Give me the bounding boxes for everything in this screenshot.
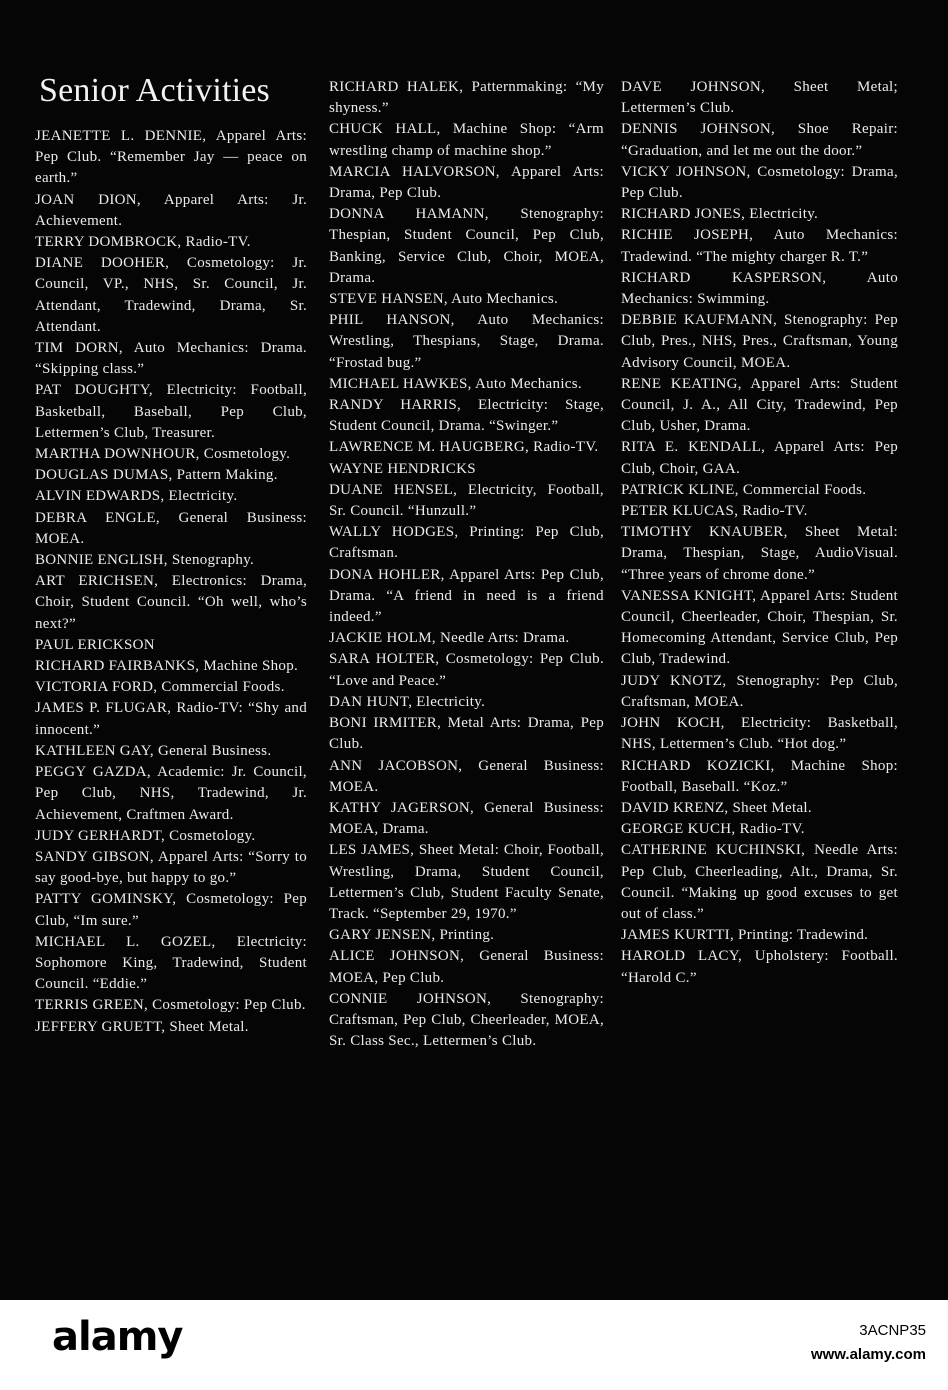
senior-entry: STEVE HANSEN, Auto Mechanics. [329, 291, 559, 308]
senior-entry: HAROLD LACY, Upholstery: Football. “Harold C.” [621, 948, 898, 986]
senior-entry: JOHN KOCH, Electricity: Basketball, NHS, Lettermen’s Club. “Hot dog.” [621, 715, 898, 753]
senior-entry: JUDY KNOTZ, Stenography: Pep Club, Craftsman, MOEA. [621, 672, 898, 710]
senior-entry: VICKY JOHNSON, Cosmetology: Drama, Pep Club. [621, 163, 898, 202]
senior-entry: JAMES KURTTI, Printing: Tradewind. [621, 927, 869, 944]
senior-entry: BONI IRMITER, Metal Arts: Drama, Pep Club. [329, 715, 604, 753]
senior-entry: RICHARD KASPERSON, Auto Mechanics: Swimming. [621, 269, 898, 308]
senior-entry: SARA HOLTER, Cosmetology: Pep Club. “Love and Peace.” [329, 651, 604, 689]
senior-entry: ALICE JOHNSON, General Business: MOEA, Pep Club. [329, 948, 604, 986]
senior-entry: RICHARD KOZICKI, Machine Shop: Football, Baseball. “Koz.” [621, 757, 898, 795]
senior-entry: CONNIE JOHNSON, Stenography: Craftsman, Pep Club, Cheerleader, MOEA, Sr. Class Sec., Lettermen’s Club. [329, 990, 604, 1050]
senior-entry: JAMES P. FLUGAR, Radio-TV: “Shy and innocent.” [35, 700, 307, 738]
senior-entry: RICHARD HALEK, Patternmaking: “My shyness.” [329, 79, 604, 117]
senior-entry: SANDY GIBSON, Apparel Arts: “Sorry to say good-bye, but happy to go.” [35, 848, 307, 887]
senior-entry: TIMOTHY KNAUBER, Sheet Metal: Drama, Thespian, Stage, AudioVisual. “Three years of chrome done.” [621, 524, 898, 583]
column-3 [621, 77, 898, 989]
senior-entry: DONNA HAMANN, Stenography: Thespian, Student Council, Pep Club, Banking, Service Club, Choir, MOEA, Drama. [329, 206, 604, 286]
senior-entry: PAT DOUGHTY, Electricity: Football, Basketball, Baseball, Pep Club, Lettermen’s Club, Treasurer. [35, 382, 307, 441]
senior-entry: DUANE HENSEL, Electricity, Football, Sr. Council. “Hunzull.” [329, 481, 604, 520]
senior-entry: GARY JENSEN, Printing. [329, 927, 495, 944]
senior-entry: RANDY HARRIS, Electricity: Stage, Student Council, Drama. “Swinger.” [329, 397, 604, 435]
senior-entry: PHIL HANSON, Auto Mechanics: Wrestling, Thespians, Stage, Drama. “Frostad bug.” [329, 312, 604, 371]
senior-entry: DEBBIE KAUFMANN, Stenography: Pep Club, Pres., NHS, Pres., Craftsman, Young Advisory Council, MOEA. [621, 312, 898, 371]
senior-entry: BONNIE ENGLISH, Stenography. [35, 552, 255, 569]
senior-entry: TIM DORN, Auto Mechanics: Drama. “Skipping class.” [35, 340, 307, 378]
site-url: www.alamy.com [810, 1346, 926, 1363]
senior-entry: DENNIS JOHNSON, Shoe Repair: “Graduation, and let me out the door.” [621, 121, 898, 159]
column-1 [35, 126, 307, 1038]
senior-entry: RICHARD JONES, Electricity. [621, 206, 819, 223]
senior-entry: DOUGLAS DUMAS, Pattern Making. [35, 467, 278, 484]
senior-entry: PATRICK KLINE, Commercial Foods. [621, 481, 867, 498]
senior-entry: DAVID KRENZ, Sheet Metal. [621, 799, 812, 816]
senior-entry: WAYNE HENDRICKS [329, 460, 476, 477]
senior-entry: DEBRA ENGLE, General Business: MOEA. [35, 509, 307, 547]
senior-entry: JEFFERY GRUETT, Sheet Metal. [35, 1018, 249, 1035]
senior-entry: KATHLEEN GAY, General Business. [35, 742, 272, 759]
senior-entry: KATHY JAGERSON, General Business: MOEA, Drama. [329, 799, 604, 838]
page-title: Senior Activities [39, 72, 270, 109]
senior-entry: VANESSA KNIGHT, Apparel Arts: Student Council, Cheerleader, Choir, Thespian, Sr. Homecoming Attendant, Service Club, Pep Club, Tradewind. [621, 587, 898, 668]
senior-entry: PETER KLUCAS, Radio-TV. [621, 503, 808, 520]
senior-entry: DAN HUNT, Electricity. [329, 693, 486, 710]
senior-entry: JEANETTE L. DENNIE, Apparel Arts: Pep Club. “Remember Jay — peace on earth.” [35, 128, 307, 187]
senior-entry: PEGGY GAZDA, Academic: Jr. Council, Pep Club, NHS, Tradewind, Jr. Achievement, Craftmen Award. [35, 764, 307, 823]
senior-entry: VICTORIA FORD, Commercial Foods. [35, 679, 285, 696]
column-2 [329, 77, 604, 1052]
alamy-logo: alamy [52, 1314, 183, 1360]
senior-entry: WALLY HODGES, Printing: Pep Club, Craftsman. [329, 524, 604, 562]
senior-entry: JOAN DION, Apparel Arts: Jr. Achievement. [35, 191, 307, 229]
senior-entry: JUDY GERHARDT, Cosmetology. [35, 827, 256, 844]
senior-entry: JACKIE HOLM, Needle Arts: Drama. [329, 630, 570, 647]
senior-entry: ALVIN EDWARDS, Electricity. [35, 488, 238, 505]
senior-entry: ANN JACOBSON, General Business: MOEA. [329, 757, 604, 795]
senior-entry: TERRIS GREEN, Cosmetology: Pep Club. [35, 997, 306, 1014]
senior-entry: GEORGE KUCH, Radio-TV. [621, 821, 805, 838]
senior-entry: CHUCK HALL, Machine Shop: “Arm wrestling champ of machine shop.” [329, 121, 604, 159]
senior-entry: PAUL ERICKSON [35, 636, 155, 653]
senior-entry: TERRY DOMBROCK, Radio-TV. [35, 234, 251, 251]
senior-entry: ART ERICHSEN, Electronics: Drama, Choir, Student Council. “Oh well, who’s next?” [35, 573, 307, 632]
senior-entry: PATTY GOMINSKY, Cosmetology: Pep Club, “Im sure.” [35, 891, 307, 929]
senior-entry: MICHAEL HAWKES, Auto Mechanics. [329, 375, 582, 392]
watermark-bar [0, 1300, 948, 1390]
senior-entry: DIANE DOOHER, Cosmetology: Jr. Council, VP., NHS, Sr. Council, Jr. Attendant, Tradewind, Drama, Sr. Attendant. [35, 255, 307, 335]
senior-entry: RENE KEATING, Apparel Arts: Student Council, J. A., All City, Tradewind, Pep Club, Usher, Drama. [621, 375, 898, 435]
senior-entry: CATHERINE KUCHINSKI, Needle Arts: Pep Club, Cheerleading, Alt., Drama, Sr. Council. “Making up good excuses to get out of class.” [621, 842, 898, 922]
senior-entry: LES JAMES, Sheet Metal: Choir, Football, Wrestling, Drama, Student Council, Lettermen’s Club, Student Faculty Senate, Track. “September 29, 1970.” [329, 842, 604, 922]
senior-entry: LAWRENCE M. HAUGBERG, Radio-TV. [329, 439, 599, 456]
senior-entry: DAVE JOHNSON, Sheet Metal; Lettermen’s Club. [621, 79, 898, 117]
senior-entry: MARTHA DOWNHOUR, Cosmetology. [35, 446, 291, 463]
senior-entry: MARCIA HALVORSON, Apparel Arts: Drama, Pep Club. [329, 163, 604, 202]
senior-entry: RICHIE JOSEPH, Auto Mechanics: Tradewind. “The mighty charger R. T.” [621, 227, 898, 265]
senior-entry: RITA E. KENDALL, Apparel Arts: Pep Club, Choir, GAA. [621, 439, 898, 477]
senior-entry: MICHAEL L. GOZEL, Electricity: Sophomore King, Tradewind, Student Council. “Eddie.” [35, 933, 307, 993]
senior-entry: RICHARD FAIRBANKS, Machine Shop. [35, 658, 299, 675]
image-id: 3ACNP35 [859, 1322, 926, 1339]
senior-entry: DONA HOHLER, Apparel Arts: Pep Club, Drama. “A friend in need is a friend indeed.” [329, 566, 604, 626]
